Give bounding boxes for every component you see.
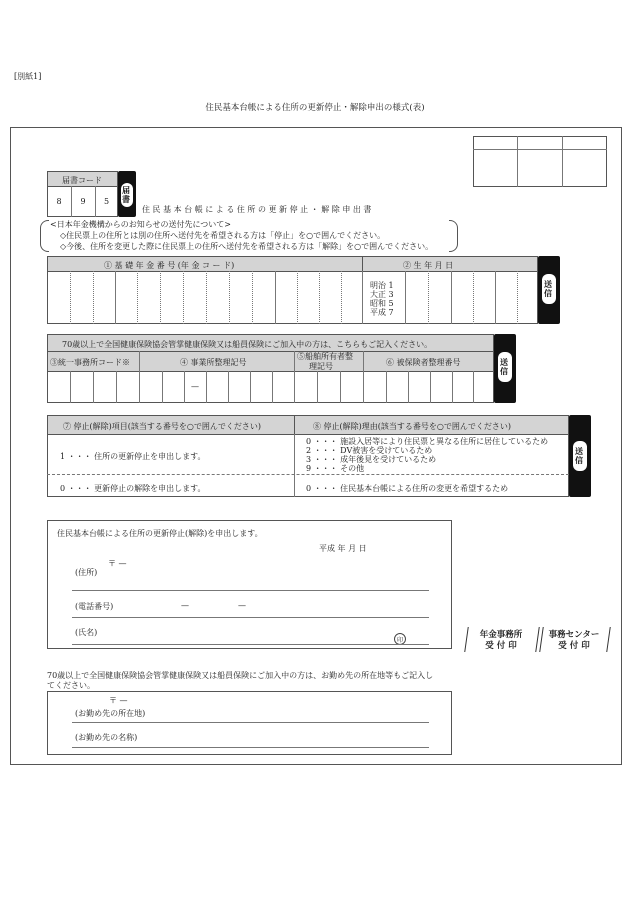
seal-mark: 印 [394, 633, 406, 645]
todoke-digit: 9 [80, 197, 86, 206]
reason-facility[interactable]: 0 ・・・ 施設入居等により住民票と異なる住所に居住しているため [306, 437, 549, 446]
pension-office-stamp-line-1: 年金事務所 [479, 630, 523, 640]
era-meiji: 明治 1 [370, 281, 394, 290]
todoke-tab-label: 届書 [121, 183, 133, 207]
stop-item-label: ⑦ 停止(解除)項目(該当する番号を○で囲んでください) [63, 422, 262, 431]
employer-name-line[interactable] [72, 747, 429, 748]
pension-number-label: ① 基 礎 年 金 番 号 (年 金 コ ー ド) [104, 261, 235, 270]
annex-label: [別紙1] [14, 72, 42, 81]
todoke-digit: 5 [103, 197, 110, 206]
ship-owner-label [297, 352, 353, 372]
pension-office-stamp [466, 630, 536, 652]
send-tab-3 [569, 415, 591, 497]
employer-address-label: (お勤め先の所在地) [75, 709, 146, 718]
era-heisei: 平成 7 [370, 308, 394, 317]
office-symbol-label: ④ 事業所整理記号 [180, 358, 247, 367]
employer-note-1: 70歳以上で全国健康保険協会管掌健康保険又は船員保険にご加入中の方は、お勤め先の所在地等もご記入し [47, 671, 434, 680]
todoke-code-label: 届書コード [62, 176, 102, 185]
send-tab-1 [538, 256, 560, 324]
form-title: 住 民 基 本 台 帳 に よ る 住 所 の 更 新 停 止 ・ 解 除 申 出 書 [142, 205, 372, 214]
ship-owner-label-1: ⑤船舶所有者整 [297, 352, 353, 361]
send-tab-3-label: 送信 [573, 441, 587, 471]
office-symbol-dash: — [191, 382, 199, 391]
send-tab-2 [494, 334, 516, 403]
todoke-code-header [47, 171, 118, 187]
health-insurance-banner [47, 334, 494, 352]
reception-grid [473, 136, 607, 187]
employer-postal-code[interactable]: 〒 — [109, 696, 128, 705]
phone-line[interactable] [72, 617, 429, 618]
employer-note-2: てください。 [47, 681, 95, 690]
employer-name-label: (お勤め先の名称) [75, 733, 138, 742]
option-release[interactable]: 0 ・・・ 更新停止の解除を申出します。 [60, 484, 206, 493]
birthdate-label: ② 生 年 月 日 [403, 261, 454, 270]
employer-box [47, 691, 452, 755]
ship-owner-label-2: 理記号 [309, 362, 333, 371]
name-line[interactable] [72, 644, 429, 645]
stop-reason-header [294, 415, 569, 435]
reason-release[interactable]: 0 ・・・ 住民基本台帳による住所の変更を希望するため [306, 484, 509, 493]
address-line[interactable] [72, 590, 429, 591]
option-stop[interactable]: 1 ・・・ 住所の更新停止を申出します。 [60, 452, 206, 461]
pension-office-stamp-line-2: 受 付 印 [485, 641, 517, 651]
application-date[interactable]: 平成 年 月 日 [319, 544, 367, 553]
address-label: (住所) [75, 568, 98, 577]
send-tab-2-label: 送信 [498, 352, 512, 382]
name-label: (氏名) [75, 628, 98, 637]
applicant-statement: 住民基本台帳による住所の更新停止(解除)を申出します。 [57, 529, 263, 538]
birthdate-header [362, 256, 538, 272]
employer-address-line[interactable] [72, 722, 429, 723]
office-code-label: ③統一事務所コード※ [50, 358, 130, 367]
reason-guardianship[interactable]: 3 ・・・ 成年後見を受けているため [306, 455, 437, 464]
health-insurance-banner-text: 70歳以上で全国健康保険協会管掌健康保険又は船員保険にご加入中の方は、こちらもご記入ください。 [62, 340, 433, 349]
notice-line-2: ◇今後、住所を変更した際に住民票上の住所へ送付先を希望される方は「解除」を○で囲んでください。 [60, 242, 434, 251]
reason-dv[interactable]: 2 ・・・ DV被害を受けているため [306, 446, 433, 455]
pension-number-header [47, 256, 363, 272]
reason-list [306, 437, 548, 473]
era-taisho: 大正 3 [370, 290, 394, 299]
pension-birth-inputs [47, 271, 538, 324]
notice-line-1: ◇住民票上の住所とは別の住所へ送付先を希望される方は「停止」を○で囲んでください。 [60, 231, 386, 240]
admin-center-stamp-line-2: 受 付 印 [558, 641, 590, 651]
todoke-tab [118, 171, 136, 217]
notice-bracket-right [449, 220, 458, 252]
admin-center-stamp [541, 630, 607, 652]
insurance-inputs [47, 371, 494, 403]
doc-title: 住民基本台帳による住所の更新停止・解除申出の様式(表) [205, 103, 425, 113]
todoke-digit: 8 [56, 197, 62, 206]
era-list [370, 281, 394, 317]
phone-label: (電話番号) [75, 602, 114, 611]
notice-bracket-left [40, 220, 49, 252]
reason-other[interactable]: 9 ・・・ その他 [306, 464, 365, 473]
notice-heading: <日本年金機構からのお知らせの送付先について> [50, 220, 232, 229]
phone-sep-1: — [181, 601, 189, 610]
admin-center-stamp-line-1: 事務センター [548, 630, 600, 640]
applicant-box [47, 520, 452, 649]
postal-code[interactable]: 〒 — [108, 559, 127, 568]
insured-number-label: ⑥ 被保険者整理番号 [386, 358, 461, 367]
phone-sep-2: — [238, 601, 246, 610]
stop-reason-label: ⑧ 停止(解除)理由(該当する番号を○で囲んでください) [313, 422, 512, 431]
era-showa: 昭和 5 [370, 299, 394, 308]
send-tab-1-label: 送信 [542, 274, 556, 304]
stop-item-header [47, 415, 295, 435]
